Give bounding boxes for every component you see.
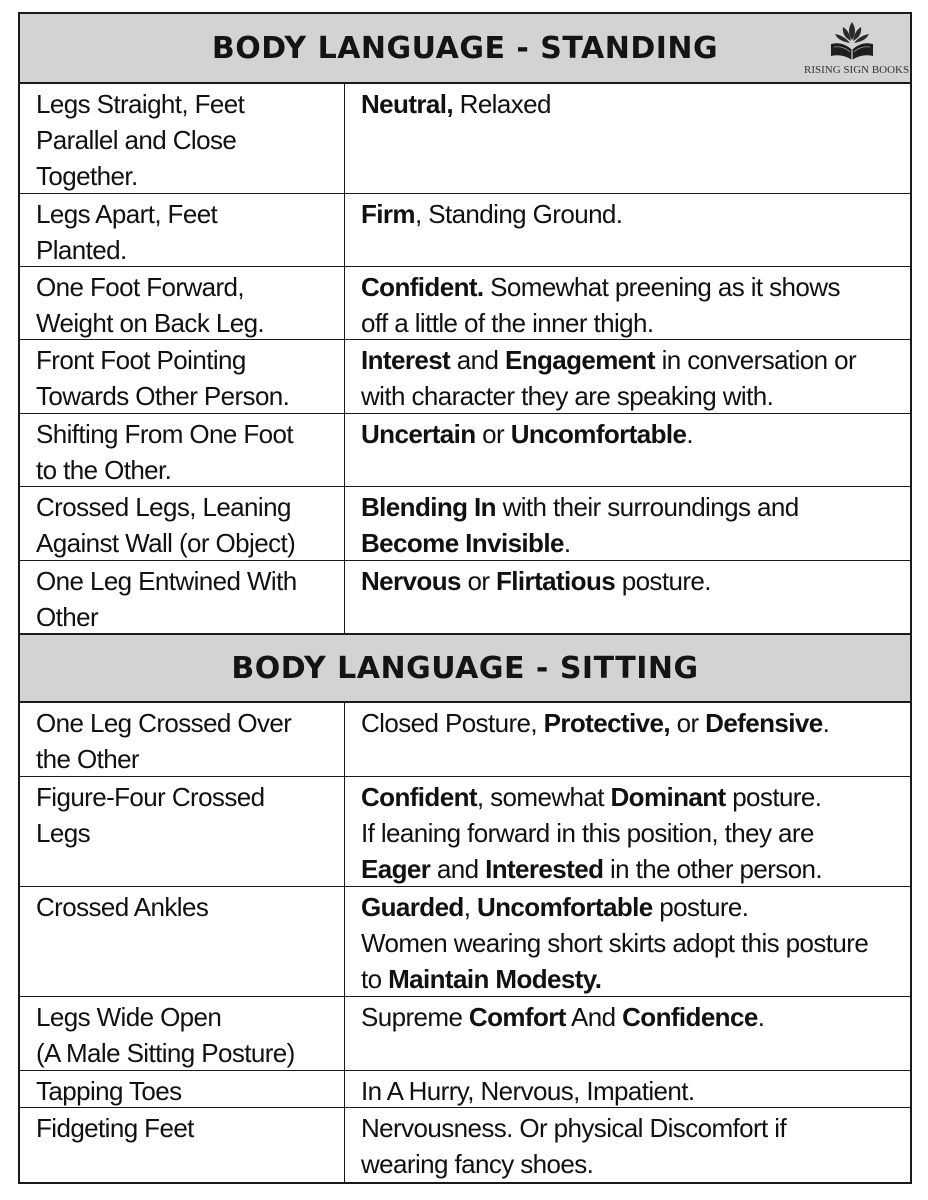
- emphasis-text: Uncertain: [361, 419, 476, 449]
- posture-line: Legs: [36, 818, 90, 848]
- meaning-text: and: [430, 854, 486, 884]
- emphasis-text: Uncomfortable: [476, 892, 653, 922]
- meaning-text: with character they are speaking with.: [361, 381, 774, 411]
- meaning-text: Women wearing short skirts adopt this posture: [361, 928, 869, 958]
- emphasis-text: Protective,: [543, 708, 670, 738]
- posture-line: Tapping Toes: [36, 1076, 182, 1106]
- posture-line: (A Male Sitting Posture): [36, 1038, 295, 1068]
- meaning-cell: [345, 997, 910, 1070]
- posture-cell: [20, 561, 345, 633]
- meaning-text: .: [686, 419, 693, 449]
- meaning-line: [361, 196, 900, 232]
- meaning-cell: [345, 340, 910, 413]
- meaning-line: [361, 1146, 900, 1182]
- posture-line: Legs Straight, Feet: [36, 89, 245, 119]
- meaning-line: [361, 961, 900, 996]
- meaning-line: [361, 489, 900, 525]
- meaning-line: [361, 705, 900, 741]
- meaning-cell: [345, 561, 910, 633]
- posture-line: One Leg Entwined With: [36, 566, 297, 596]
- meaning-text: or: [475, 419, 511, 449]
- posture-line: Figure-Four Crossed: [36, 782, 265, 812]
- emphasis-text: Flirtatious: [496, 566, 616, 596]
- meaning-line: [361, 815, 900, 851]
- sitting-section-title: BODY LANGUAGE - SITTING: [231, 650, 699, 686]
- posture-cell: [20, 487, 345, 560]
- standing-section-title: BODY LANGUAGE - STANDING: [211, 30, 719, 66]
- table-row: [20, 340, 910, 414]
- meaning-line: [361, 416, 900, 452]
- meaning-text: posture.: [615, 566, 711, 596]
- table-row: [20, 561, 910, 633]
- meaning-text: with their surroundings and: [495, 492, 799, 522]
- meaning-text: and: [450, 345, 505, 375]
- table-row: [20, 777, 910, 887]
- meaning-text: Nervousness. Or physical Discomfort if: [361, 1113, 787, 1143]
- posture-line: Planted.: [36, 235, 127, 265]
- meaning-text: , somewhat: [476, 782, 611, 812]
- posture-line: One Leg Crossed Over: [36, 708, 292, 738]
- meaning-line: [361, 269, 900, 305]
- posture-line: Front Foot Pointing: [36, 345, 246, 375]
- meaning-text: in conversation or: [654, 345, 857, 375]
- table-row: [20, 887, 910, 997]
- meaning-text: Supreme: [361, 1002, 469, 1032]
- meaning-cell: [345, 267, 910, 339]
- open-book-lotus-icon: [828, 18, 876, 62]
- meaning-line: [361, 999, 900, 1035]
- emphasis-text: Interest: [361, 345, 451, 375]
- posture-cell: [20, 340, 345, 413]
- posture-line: Towards Other Person.: [36, 381, 290, 411]
- meaning-cell: [345, 487, 910, 560]
- emphasis-text: Eager: [361, 854, 431, 884]
- emphasis-text: Firm: [361, 199, 415, 229]
- emphasis-text: Blending In: [361, 492, 496, 522]
- emphasis-text: Uncomfortable: [510, 419, 687, 449]
- meaning-text: or: [460, 566, 497, 596]
- posture-cell: [20, 887, 345, 996]
- posture-cell: [20, 1071, 345, 1107]
- meaning-text: .: [563, 528, 571, 558]
- rising-sign-books-logo: [804, 18, 910, 80]
- emphasis-text: Comfort: [468, 1002, 566, 1032]
- posture-cell: [20, 997, 345, 1070]
- emphasis-text: Dominant: [610, 782, 726, 812]
- table-row: [20, 267, 910, 340]
- meaning-cell: [345, 84, 910, 193]
- posture-cell: [20, 194, 345, 266]
- table-row: [20, 703, 910, 777]
- meaning-line: [361, 305, 900, 339]
- sitting-rows: [20, 703, 910, 1182]
- posture-line: to the Other.: [36, 455, 172, 485]
- emphasis-text: Engagement: [504, 345, 655, 375]
- posture-cell: [20, 703, 345, 776]
- meaning-text: wearing fancy shoes.: [361, 1149, 594, 1179]
- posture-cell: [20, 777, 345, 886]
- table-row: [20, 84, 910, 194]
- table-row: [20, 997, 910, 1071]
- meaning-text: ,: [463, 892, 477, 922]
- emphasis-text: Confident: [361, 782, 477, 812]
- standing-section-header: [20, 14, 910, 84]
- meaning-text: Relaxed: [453, 89, 551, 119]
- meaning-line: [361, 525, 900, 560]
- posture-line: Crossed Ankles: [36, 892, 209, 922]
- body-language-sheet: [18, 12, 912, 1184]
- meaning-line: [361, 342, 900, 378]
- meaning-text: to: [361, 964, 389, 994]
- sitting-section-header: [20, 633, 910, 703]
- posture-line: the Other: [36, 744, 139, 774]
- meaning-text: If leaning forward in this position, they are: [361, 818, 814, 848]
- posture-line: Shifting From One Foot: [36, 419, 294, 449]
- posture-cell: [20, 1108, 345, 1182]
- posture-line: Weight on Back Leg.: [36, 308, 265, 338]
- meaning-line: [361, 779, 900, 815]
- emphasis-text: Confident.: [361, 272, 484, 302]
- meaning-text: in the other person.: [603, 854, 823, 884]
- table-row: [20, 487, 910, 561]
- posture-line: Other: [36, 602, 99, 632]
- meaning-cell: [345, 414, 910, 486]
- meaning-text: posture.: [652, 892, 749, 922]
- logo-text: RISING SIGN BOOKS: [804, 64, 910, 76]
- meaning-line: [361, 889, 900, 925]
- meaning-cell: [345, 887, 910, 996]
- emphasis-text: Maintain Modesty.: [388, 964, 602, 994]
- emphasis-text: Confidence: [622, 1002, 758, 1032]
- posture-line: One Foot Forward,: [36, 272, 244, 302]
- meaning-text: posture.: [725, 782, 822, 812]
- posture-line: Crossed Legs, Leaning: [36, 492, 291, 522]
- posture-line: Together.: [36, 161, 138, 191]
- meaning-line: [361, 378, 900, 413]
- meaning-line: [361, 86, 900, 122]
- meaning-line: [361, 1110, 900, 1146]
- emphasis-text: Nervous: [361, 566, 461, 596]
- emphasis-text: Guarded: [361, 892, 464, 922]
- emphasis-text: Become Invisible: [361, 528, 564, 558]
- meaning-text: In A Hurry, Nervous, Impatient.: [361, 1076, 695, 1106]
- table-row: [20, 1108, 910, 1182]
- standing-rows: [20, 84, 910, 633]
- posture-line: Fidgeting Feet: [36, 1113, 194, 1143]
- meaning-text: .: [822, 708, 830, 738]
- meaning-line: [361, 1073, 900, 1107]
- posture-line: Legs Apart, Feet: [36, 199, 218, 229]
- meaning-text: And: [565, 1002, 623, 1032]
- posture-line: Against Wall (or Object): [36, 528, 296, 558]
- meaning-cell: [345, 1071, 910, 1107]
- table-row: [20, 1071, 910, 1108]
- posture-line: Legs Wide Open: [36, 1002, 222, 1032]
- meaning-line: [361, 925, 900, 961]
- posture-cell: [20, 414, 345, 486]
- posture-cell: [20, 267, 345, 339]
- meaning-text: Closed Posture,: [361, 708, 544, 738]
- posture-line: Parallel and Close: [36, 125, 237, 155]
- meaning-text: or: [669, 708, 706, 738]
- table-row: [20, 414, 910, 487]
- meaning-text: off a little of the inner thigh.: [361, 308, 654, 338]
- meaning-line: [361, 851, 900, 886]
- meaning-line: [361, 563, 900, 599]
- meaning-cell: [345, 194, 910, 266]
- meaning-cell: [345, 777, 910, 886]
- emphasis-text: Neutral,: [361, 89, 454, 119]
- posture-cell: [20, 84, 345, 193]
- meaning-text: , Standing Ground.: [414, 199, 623, 229]
- table-row: [20, 194, 910, 267]
- meaning-cell: [345, 1108, 910, 1182]
- meaning-text: .: [757, 1002, 765, 1032]
- meaning-cell: [345, 703, 910, 776]
- meaning-text: Somewhat preening as it shows: [483, 272, 840, 302]
- emphasis-text: Defensive: [705, 708, 823, 738]
- emphasis-text: Interested: [485, 854, 604, 884]
